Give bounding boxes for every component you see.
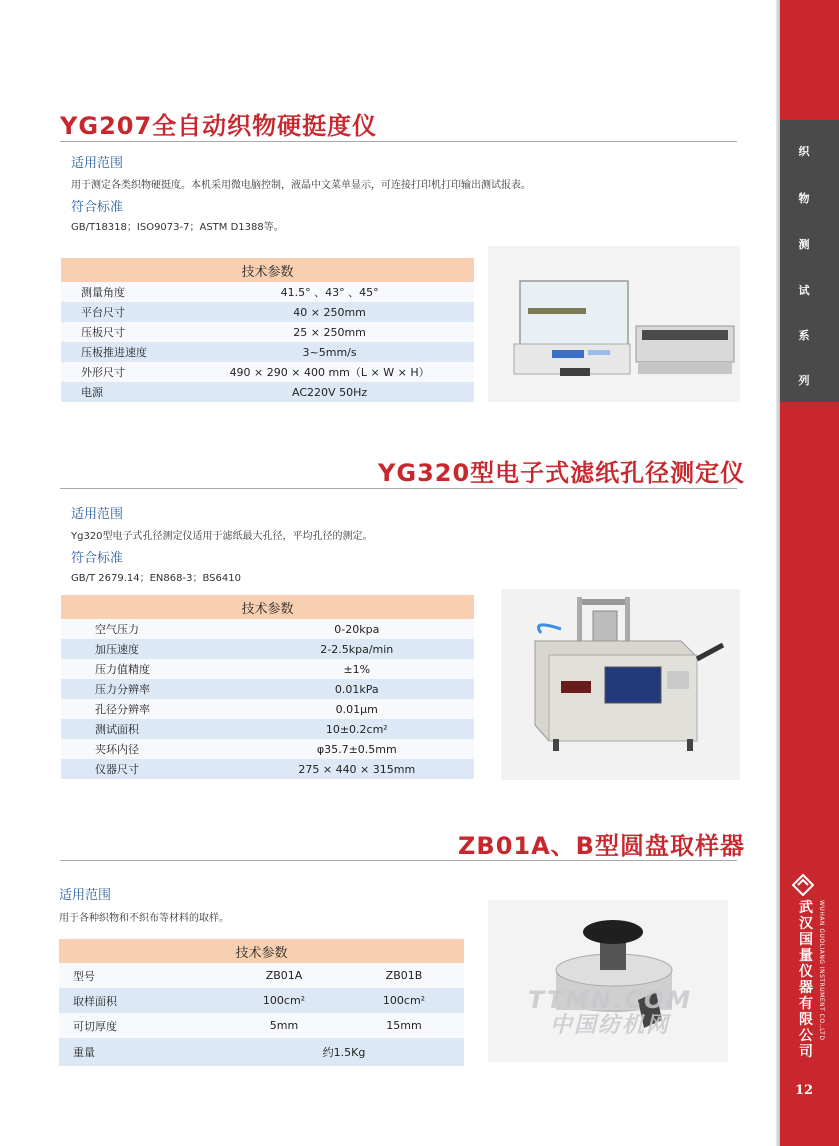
spec-key: 空气压力 — [61, 619, 240, 639]
table-row — [61, 342, 474, 362]
spec-key: 压板尺寸 — [61, 322, 185, 342]
product-title: ZB01A、B型圆盘取样器 — [458, 832, 745, 860]
category-char: 物 — [798, 192, 810, 205]
scope-text: 用于各种织物和不织布等材料的取样。 — [59, 913, 229, 924]
company-char: 有 — [799, 996, 813, 1012]
company-char: 武 — [799, 900, 813, 916]
table-row — [61, 679, 474, 699]
spec-key: 取样面积 — [59, 988, 224, 1013]
company-char: 国 — [799, 932, 813, 948]
divider — [60, 488, 737, 489]
category-char: 试 — [798, 284, 810, 297]
table-row — [61, 759, 474, 779]
scope-text: 用于测定各类织物硬挺度。本机采用微电脑控制，液晶中文菜单显示，可连接打印机打印输出测试报表。 — [71, 180, 531, 191]
company-char: 仪 — [799, 964, 813, 980]
spec-key: 压力分辨率 — [61, 679, 240, 699]
spec-key: 可切厚度 — [59, 1013, 224, 1038]
watermark-line1: TTMN.COM — [527, 986, 693, 1014]
category-char: 列 — [798, 374, 810, 387]
spec-value: ±1% — [240, 659, 474, 679]
watermark-line2: 中国纺机网 — [549, 1013, 670, 1038]
table-row — [61, 302, 474, 322]
spec-key: 压板推进速度 — [61, 342, 185, 362]
spec-key: 加压速度 — [61, 639, 240, 659]
standard-text: GB/T18318；ISO9073-7；ASTM D1388等。 — [71, 222, 284, 233]
scope-label: 适用范围 — [71, 507, 124, 522]
spec-value: 5mm — [224, 1013, 344, 1038]
spec-value: 100cm² — [344, 988, 464, 1013]
spec-key: 平台尺寸 — [61, 302, 185, 322]
spec-key: 孔径分辨率 — [61, 699, 240, 719]
stiffness-tester-illustration — [488, 246, 740, 402]
company-char: 限 — [799, 1012, 813, 1028]
spec-header: 技术参数 — [59, 939, 464, 963]
table-row — [59, 988, 464, 1013]
table-row — [61, 619, 474, 639]
table-row — [61, 659, 474, 679]
spec-value: 10±0.2cm² — [240, 719, 474, 739]
pore-size-tester-illustration — [501, 589, 740, 780]
spec-key: 电源 — [61, 382, 185, 402]
scope-label: 适用范围 — [59, 888, 112, 903]
spec-value: ZB01A — [224, 963, 344, 988]
company-name-en: WUHAN GUOLIANG INSTRUMENT CO.,LTD — [818, 900, 825, 1041]
spec-value: φ35.7±0.5mm — [240, 739, 474, 759]
spec-value: 3~5mm/s — [185, 342, 474, 362]
spec-value: 15mm — [344, 1013, 464, 1038]
table-row — [61, 739, 474, 759]
scope-label: 适用范围 — [71, 156, 124, 171]
table-row — [59, 963, 464, 988]
spec-value: 0-20kpa — [240, 619, 474, 639]
spec-table — [61, 258, 474, 402]
table-row — [61, 382, 474, 402]
spec-table — [61, 595, 474, 779]
spec-key: 夹环内径 — [61, 739, 240, 759]
table-row — [61, 362, 474, 382]
spec-value: 约1.5Kg — [224, 1038, 464, 1066]
company-char: 汉 — [799, 916, 813, 932]
standard-text: GB/T 2679.14；EN868-3；BS6410 — [71, 573, 241, 584]
company-char: 量 — [799, 948, 813, 964]
product-title: YG207全自动织物硬挺度仪 — [60, 112, 378, 140]
spec-value: 275 × 440 × 315mm — [240, 759, 474, 779]
spec-value: 0.01kPa — [240, 679, 474, 699]
spec-value: AC220V 50Hz — [185, 382, 474, 402]
spec-value: 100cm² — [224, 988, 344, 1013]
spec-value: 0.01μm — [240, 699, 474, 719]
divider — [60, 141, 737, 142]
table-row — [61, 639, 474, 659]
spec-value: 25 × 250mm — [185, 322, 474, 342]
category-band — [780, 120, 839, 402]
page-number: 12 — [794, 1083, 814, 1098]
spec-header: 技术参数 — [61, 258, 474, 282]
company-name — [796, 900, 816, 1060]
table-row — [59, 1038, 464, 1066]
standard-label: 符合标准 — [71, 200, 124, 215]
scope-text: Yg320型电子式孔径测定仪适用于滤纸最大孔径，平均孔径的测定。 — [71, 531, 373, 542]
spec-value: 2-2.5kpa/min — [240, 639, 474, 659]
spec-table — [59, 939, 464, 1066]
company-char: 器 — [799, 980, 813, 996]
spec-value: ZB01B — [344, 963, 464, 988]
category-char: 系 — [798, 329, 810, 342]
category-char: 测 — [798, 238, 810, 251]
table-row — [61, 699, 474, 719]
company-char: 司 — [799, 1044, 813, 1060]
product-title: YG320型电子式滤纸孔径测定仪 — [378, 459, 746, 487]
product-photo-pore-size-tester — [501, 589, 740, 780]
company-char: 公 — [799, 1028, 813, 1044]
table-row — [61, 282, 474, 302]
spec-key: 仪器尺寸 — [61, 759, 240, 779]
company-logo-icon — [792, 874, 814, 896]
product-photo-stiffness-tester — [488, 246, 740, 402]
watermark — [510, 986, 710, 1039]
category-char: 织 — [798, 145, 810, 158]
spec-header: 技术参数 — [61, 595, 474, 619]
divider — [60, 860, 737, 861]
spec-key: 型号 — [59, 963, 224, 988]
spec-value: 40 × 250mm — [185, 302, 474, 322]
table-row — [61, 719, 474, 739]
spec-value: 41.5° 、43° 、45° — [185, 282, 474, 302]
spec-key: 重量 — [59, 1038, 224, 1066]
spec-key: 外形尺寸 — [61, 362, 185, 382]
spec-key: 测试面积 — [61, 719, 240, 739]
table-row — [61, 322, 474, 342]
table-row — [59, 1013, 464, 1038]
standard-label: 符合标准 — [71, 551, 124, 566]
spec-key: 压力值精度 — [61, 659, 240, 679]
spec-key: 测量角度 — [61, 282, 185, 302]
spec-value: 490 × 290 × 400 mm（L × W × H） — [185, 362, 474, 382]
